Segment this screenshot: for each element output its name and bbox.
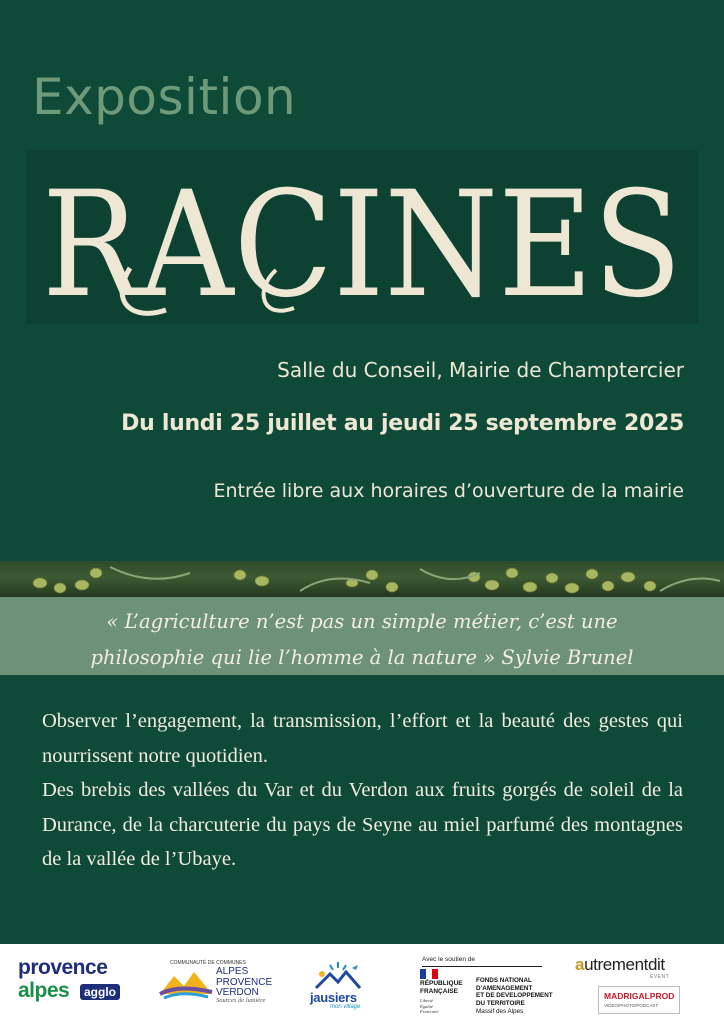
jausiers-sun-mountain-icon	[312, 960, 364, 990]
venue-text: Salle du Conseil, Mairie de Champtercier	[277, 358, 684, 382]
autrementdit-letter: a	[575, 955, 585, 974]
autrementdit-rest: utrementdit	[584, 955, 665, 974]
quote-line-1: « L’agriculture n’est pas un simple métier, c’est une	[106, 610, 618, 633]
provence-alpes-line-1: provence	[18, 956, 108, 979]
entry-text: Entrée libre aux horaires d’ouverture de la mairie	[213, 480, 684, 502]
cc-name-line-1: ALPES	[216, 966, 249, 977]
dates-text: Du lundi 25 juillet au jeudi 25 septembre 2025	[121, 411, 684, 436]
massif-des-alpes: Massif des Alpes	[476, 1008, 524, 1015]
fnadt-name	[476, 977, 553, 1007]
republique-motto	[420, 998, 439, 1015]
republique-name-line-2: FRANÇAISE	[420, 987, 458, 995]
cc-name-line-3: VERDON	[216, 987, 259, 998]
quote	[0, 604, 724, 676]
fnadt-line-1: FONDS NATIONAL	[476, 977, 532, 984]
description	[42, 704, 683, 877]
fnadt-line-2: D’AMENAGEMENT	[476, 984, 533, 992]
description-paragraph-1: Observer l’engagement, la transmission, l’effort et la beauté des gestes qui nourrissent notre quotidien.	[42, 710, 683, 767]
motto-fraternite: Fraternité	[420, 1009, 439, 1014]
olive-photo-band	[0, 561, 724, 597]
motto-egalite: Égalité	[420, 1003, 433, 1009]
exposition-kicker: Exposition	[32, 68, 297, 126]
description-paragraph-2: Des brebis des vallées du Var et du Verdon aux fruits gorgés de soleil de la Durance, de la charcuterie du pays de Seyne au miel parfumé des montagnes de la vallée de l’Ubaye.	[42, 779, 683, 870]
support-divider	[422, 966, 542, 967]
cc-name	[216, 967, 286, 999]
cc-tagline: Sources de lumière	[216, 997, 266, 1004]
olive-illustration	[0, 561, 724, 597]
mountain-emblem-icon	[158, 966, 214, 1000]
jausiers-tagline: mon village	[330, 1004, 361, 1010]
republique-name	[420, 980, 463, 995]
autrementdit-name	[575, 955, 665, 975]
cc-name-line-2: PROVENCE	[216, 976, 273, 988]
fnadt-line-3: ET DE DEVELOPPEMENT	[476, 992, 553, 999]
madrigal-sub: VIDEO/PHOTO/PODCAST	[604, 1003, 659, 1008]
republique-name-line-1: RÉPUBLIQUE	[420, 980, 463, 987]
racines-title-text: RACINES	[42, 160, 682, 324]
quote-line-2: philosophie qui lie l’homme à la nature » Sylvie Brunel	[90, 646, 634, 669]
cc-label: COMMUNAUTÉ DE COMMUNES	[170, 960, 246, 966]
madrigal-name: MADRIGALPROD	[604, 991, 675, 1001]
provence-alpes-badge: agglo	[80, 984, 120, 1000]
motto-liberte: Liberté	[420, 998, 433, 1003]
fnadt-line-4: DU TERRITOIRE	[476, 999, 525, 1007]
autrementdit-tag: EVENT	[650, 974, 670, 980]
support-label: Avec le soutien de	[422, 956, 475, 963]
provence-alpes-line-2: alpes	[18, 979, 70, 1002]
french-flag-icon	[420, 969, 438, 979]
jausiers-name: jausiers	[310, 990, 357, 1005]
racines-title	[26, 150, 698, 324]
